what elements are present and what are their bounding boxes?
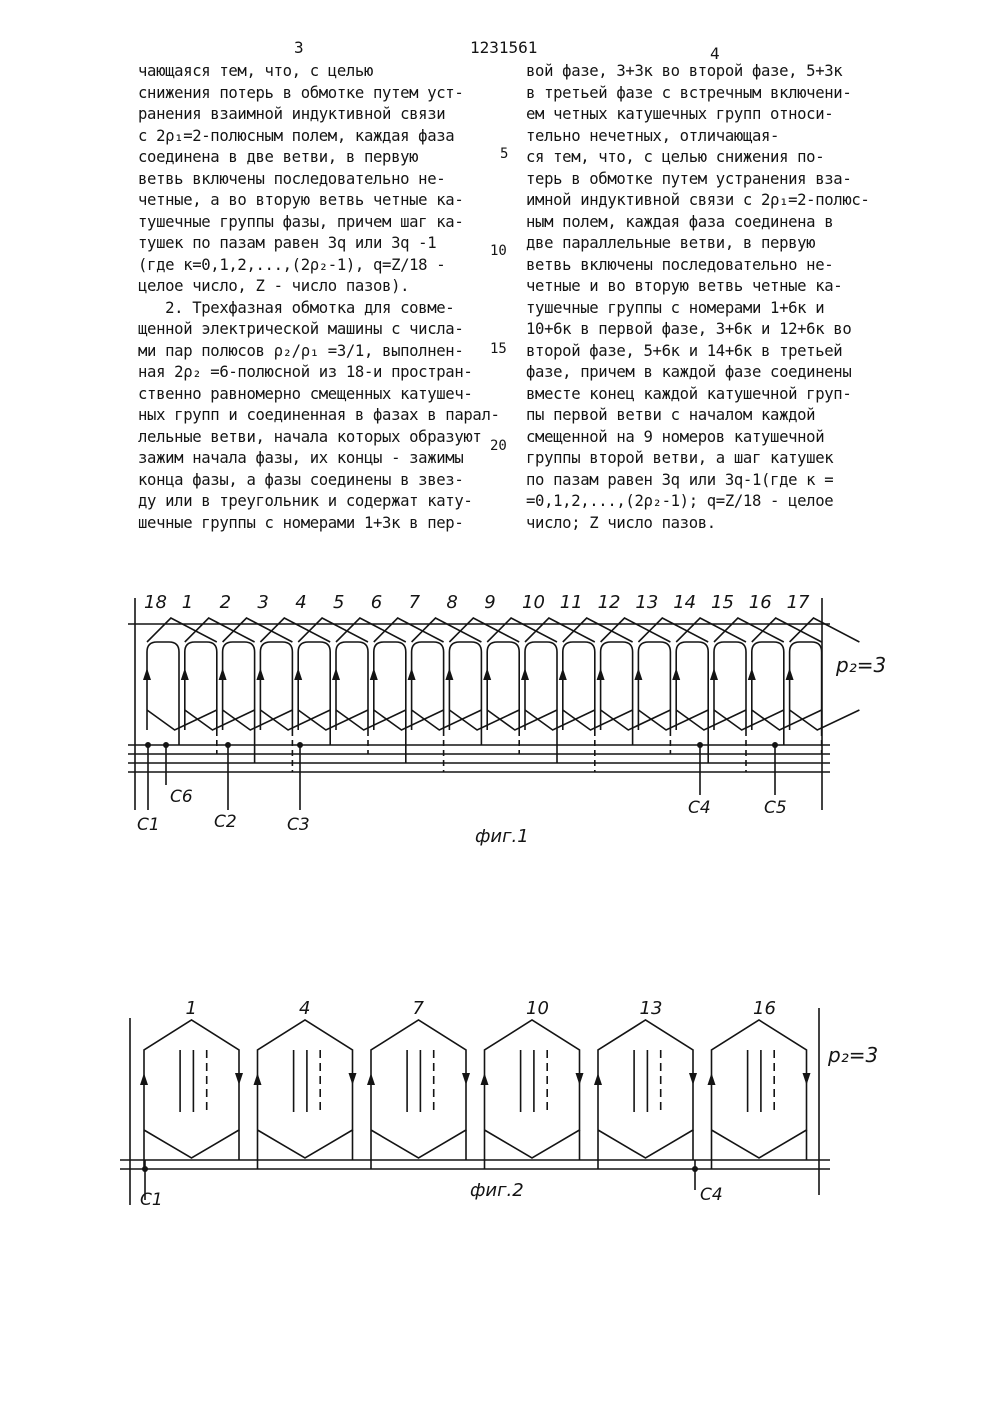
fig1-coil-number: 10 (522, 592, 545, 613)
right-text-line: 10+6к в первой фазе, 3+6к и 12+6к во (526, 320, 852, 338)
left-text-line: ду или в треугольник и содержат кату- (138, 492, 473, 510)
fig2-current-arrow (594, 1073, 602, 1085)
fig1-coil-number: 8 (446, 592, 458, 613)
fig1-current-arrow (559, 668, 567, 680)
left-text-line: с 2ρ₁=2-полюсным полем, каждая фаза (138, 126, 455, 145)
right-text-line: вой фазе, 3+3к во второй фазе, 5+3к (526, 62, 843, 80)
page-number-left: 3 (294, 38, 304, 57)
fig1-current-arrow (370, 668, 378, 680)
fig2-coil-numbers (186, 1000, 776, 1019)
right-text-line: тушечные группы с номерами 1+6к и (526, 298, 825, 317)
right-text-line: ветвь включены последовательно не- (526, 255, 834, 274)
fig1-coil (147, 642, 179, 730)
fig1-coil-number: 17 (786, 592, 810, 613)
fig1-coil-number: 2 (219, 592, 232, 613)
right-text-line: в третьей фазе с встречным включени- (526, 83, 852, 102)
page-number-right: 4 (710, 44, 720, 63)
fig1-pole-label: p₂=3 (836, 653, 887, 677)
fig1-coil-number: 7 (408, 592, 421, 613)
fig1-current-arrow (710, 668, 718, 680)
fig2-coil-number: 1 (185, 1000, 197, 1019)
right-text-line: две параллельные ветви, в первую (526, 234, 816, 252)
fig2-caption: фиг.2 (470, 1180, 524, 1201)
fig1-terminal-node (297, 742, 303, 748)
right-text-line: пы первой ветви с началом каждой (526, 406, 816, 424)
right-text-line: фазе, причем в каждой фазе соединены (526, 363, 852, 381)
right-text-line: смещенной на 9 номеров катушечной (526, 427, 825, 446)
fig1-coil-number: 9 (484, 592, 496, 613)
fig2-terminal-C1: C1 (140, 1190, 163, 1210)
fig1-terminal-node (163, 742, 169, 748)
right-text-line: имной индуктивной связи с 2ρ₁=2-полюс- (526, 191, 870, 209)
fig2-coil (371, 1020, 466, 1158)
line-number: 10 (490, 243, 507, 259)
fig2-coil-group (140, 1020, 811, 1200)
left-text-line: тушек по пазам равен 3q или 3q -1 (138, 234, 437, 252)
fig1-terminal-node (225, 742, 231, 748)
fig2-coil (144, 1020, 239, 1158)
fig1-terminal-C4: C4 (688, 798, 711, 818)
fig2-coil (258, 1020, 353, 1158)
patent-number: 1231561 (470, 38, 538, 57)
fig2-coil-number: 16 (753, 1000, 776, 1019)
left-text-line: тушечные группы фазы, причем шаг ка- (138, 212, 464, 231)
fig1-coil-number: 6 (370, 592, 383, 613)
fig2-terminal-node (142, 1166, 148, 1172)
fig2-terminal-node (692, 1166, 698, 1172)
fig1-coil-number: 12 (597, 592, 621, 613)
fig2-current-arrow (254, 1073, 262, 1085)
fig1-coil-number: 18 (144, 592, 167, 613)
fig1-terminal-C2: C2 (214, 812, 237, 832)
fig1-current-arrow (748, 668, 756, 680)
fig1-coil-numbers (144, 592, 810, 613)
left-text-line: ветвь включены последовательно не- (138, 169, 446, 188)
left-text-line: снижения потерь в обмотке путем уст- (138, 83, 464, 102)
right-text-line: второй фазе, 5+6к и 14+6к в третьей (526, 341, 843, 360)
right-text-line: группы второй ветви, а шаг катушек (526, 449, 834, 467)
figure-2-winding-diagram (0, 1000, 1000, 1220)
left-text-line: зажим начала фазы, их концы - зажимы (138, 449, 464, 467)
right-text-line: вместе конец каждой катушечной груп- (526, 384, 852, 403)
left-text-line: ранения взаимной индуктивной связи (138, 105, 446, 123)
fig1-terminal-C5: C5 (764, 798, 787, 818)
fig1-leads (145, 730, 822, 810)
fig2-current-arrow (576, 1073, 584, 1085)
fig1-top-end-connection (147, 618, 217, 642)
fig2-current-arrow (140, 1073, 148, 1085)
fig2-coil-number: 10 (526, 1000, 549, 1019)
left-text-line: соединена в две ветви, в первую (138, 148, 419, 166)
left-text-line: шечные группы с номерами 1+3к в пер- (138, 513, 464, 532)
fig1-caption: фиг.1 (475, 826, 529, 847)
left-text-column (138, 61, 500, 534)
fig2-pole-label: p₂=3 (828, 1043, 879, 1067)
fig2-current-arrow (481, 1073, 489, 1085)
line-number: 15 (490, 341, 507, 357)
right-text-line: ся тем, что, с целью снижения по- (526, 148, 825, 166)
left-text-line: ных групп и соединенная в фазах в парал- (138, 406, 500, 424)
fig1-current-arrow (219, 668, 227, 680)
fig2-coil-number: 4 (299, 1000, 311, 1019)
fig1-coil-number: 15 (711, 592, 734, 613)
fig1-current-arrow (294, 668, 302, 680)
fig1-coil-number: 13 (635, 592, 659, 613)
left-text-line: (где к=0,1,2,...,(2ρ₂-1), q=Z/18 - (138, 255, 446, 274)
figure-1-winding-diagram (0, 580, 1000, 850)
fig1-current-arrow (445, 668, 453, 680)
fig1-current-arrow (181, 668, 189, 680)
fig1-coil-number: 3 (257, 592, 269, 613)
line-number: 20 (490, 438, 507, 454)
fig1-current-arrow (672, 668, 680, 680)
fig1-current-arrow (332, 668, 340, 680)
line-number: 5 (500, 146, 509, 162)
left-text-line: целое число, Z - число пазов). (138, 277, 410, 295)
right-text-line: четные и во вторую ветвь четные ка- (526, 277, 843, 295)
fig1-coil-number: 16 (748, 592, 772, 613)
left-text-line: ная 2ρ₂ =6-полюсной из 18-и простран- (138, 363, 473, 381)
fig1-terminal-node (772, 742, 778, 748)
fig2-current-arrow (367, 1073, 375, 1085)
fig1-current-arrow (256, 668, 264, 680)
right-text-line: =0,1,2,...,(2ρ₂-1); q=Z/18 - целое (526, 492, 834, 510)
fig2-coil-number: 13 (639, 1000, 663, 1019)
fig1-coil-number: 4 (295, 592, 307, 613)
fig1-coil-number: 5 (333, 592, 345, 613)
left-text-line: ственно равномерно смещенных катушеч- (138, 384, 473, 403)
fig1-current-arrow (521, 668, 529, 680)
right-text-line: ем четных катушечных групп относи- (526, 105, 834, 123)
right-text-line: терь в обмотке путем устранения вза- (526, 169, 852, 188)
left-text-line: четные, а во вторую ветвь четные ка- (138, 191, 464, 209)
right-text-line: ным полем, каждая фаза соединена в (526, 212, 834, 231)
fig1-current-arrow (408, 668, 416, 680)
fig2-coil (712, 1020, 807, 1158)
fig1-terminal-C1: C1 (137, 815, 160, 835)
fig2-coil-number: 7 (412, 1000, 424, 1019)
fig1-current-arrow (597, 668, 605, 680)
left-text-line: щенной электрической машины с числа- (138, 320, 464, 338)
fig2-coil (485, 1020, 580, 1158)
right-text-column (526, 61, 869, 534)
left-text-line: чающаяся тем, что, с целью (138, 62, 373, 80)
fig1-bottom-end-connection (147, 710, 217, 730)
fig1-coil-group (143, 642, 822, 730)
fig1-current-arrow (143, 668, 151, 680)
left-text-line: ми пар полюсов ρ₂/ρ₁ =3/1, выполнен- (138, 341, 464, 360)
fig1-terminal-node (145, 742, 151, 748)
right-text-line: по пазам равен 3q или 3q-1(где к = (526, 470, 834, 489)
left-text-line: лельные ветви, начала которых образуют (138, 427, 482, 446)
fig1-current-arrow (634, 668, 642, 680)
fig1-terminal-C3: C3 (287, 815, 310, 835)
fig2-coil (598, 1020, 693, 1158)
fig1-coil-number: 11 (559, 592, 583, 613)
right-text-line: тельно нечетных, отличающая- (526, 126, 780, 145)
left-text-line: конца фазы, а фазы соединены в звез- (138, 470, 464, 489)
fig2-current-arrow (803, 1073, 811, 1085)
fig1-current-arrow (786, 668, 794, 680)
right-text-line: число; Z число пазов. (526, 513, 716, 532)
fig2-current-arrow (708, 1073, 716, 1085)
fig1-terminal-C6: C6 (170, 787, 193, 807)
fig2-current-arrow (349, 1073, 357, 1085)
fig1-current-arrow (483, 668, 491, 680)
fig2-terminal-C4: C4 (700, 1185, 723, 1205)
fig2-current-arrow (462, 1073, 470, 1085)
fig2-current-arrow (235, 1073, 243, 1085)
left-text-line: 2. Трехфазная обмотка для совме- (138, 298, 455, 317)
fig1-coil-number: 14 (673, 592, 697, 613)
fig1-coil-number: 1 (181, 592, 194, 613)
fig2-current-arrow (689, 1073, 697, 1085)
fig1-terminal-node (697, 742, 703, 748)
